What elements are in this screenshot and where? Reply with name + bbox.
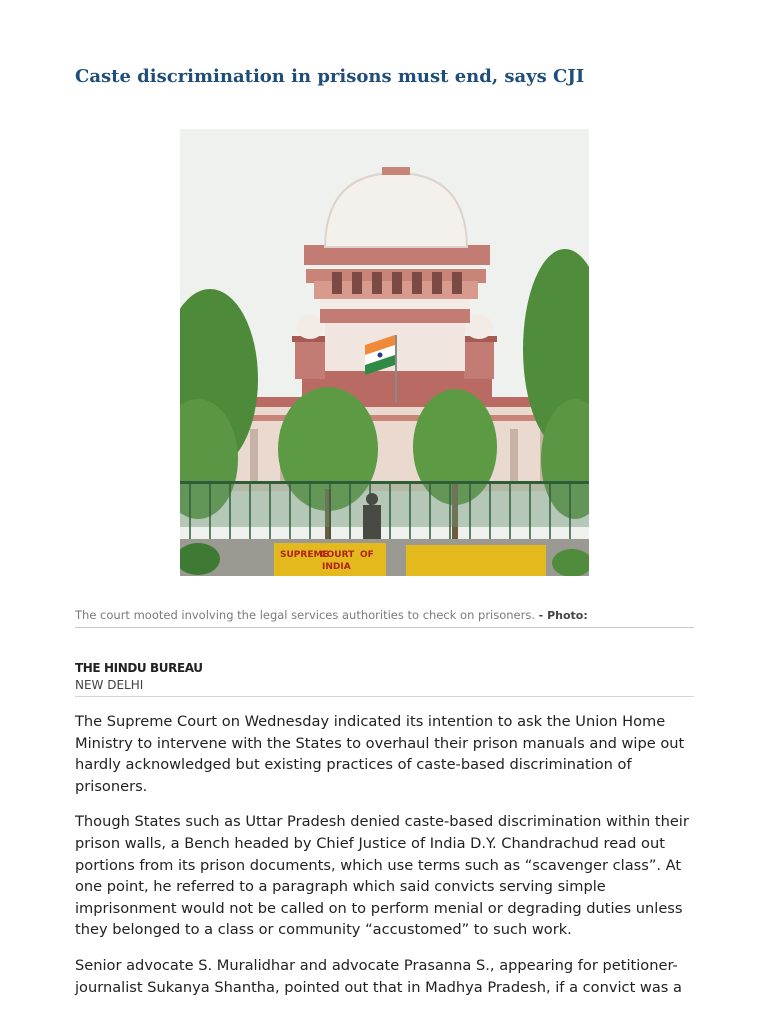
barricade-sign-supreme: SUPREME xyxy=(280,550,329,560)
byline-location: NEW DELHI xyxy=(75,678,144,692)
photo-credit: - Photo: xyxy=(538,609,588,622)
article-paragraph: Though States such as Uttar Pradesh denied caste-based discrimination within their prison walls, a Bench headed by Chief Justice of India D.Y. Chandrachud read out portions from its prison documents, which use terms such as “scavenger class”. At one point, he referred to a paragraph which said convicts serving simple imprisonment would not be called on to perform menial or degrading duties unless they belonged to a class or community “accustomed” to such work. xyxy=(75,813,689,939)
barricade-sign-india: INDIA xyxy=(322,562,351,572)
byline-author[interactable]: THE HINDU BUREAU xyxy=(75,661,203,675)
barricade-sign-court: COURT xyxy=(320,550,355,560)
article-paragraph: The Supreme Court on Wednesday indicated its intention to ask the Union Home Ministry to intervene with the States to overhaul their prison manuals and wipe out hardly acknowledged but existing practices of caste-based discrimination of prisoners. xyxy=(75,713,685,795)
photo-caption: The court mooted involving the legal services authorities to check on prisoners. xyxy=(75,608,536,622)
article-paragraph: Senior advocate S. Muralidhar and advocate Prasanna S., appearing for petitioner-journalist Sukanya Shantha, pointed out that in Madhya Pradesh, if a convict was a xyxy=(75,956,682,996)
byline xyxy=(75,660,694,697)
photo-caption-row xyxy=(75,607,694,628)
supreme-court-photo xyxy=(180,129,589,576)
article-body xyxy=(75,711,695,1012)
barricade-sign-of: OF xyxy=(360,550,374,560)
article-headline: Caste discrimination in prisons must end, says CJI xyxy=(75,66,585,87)
